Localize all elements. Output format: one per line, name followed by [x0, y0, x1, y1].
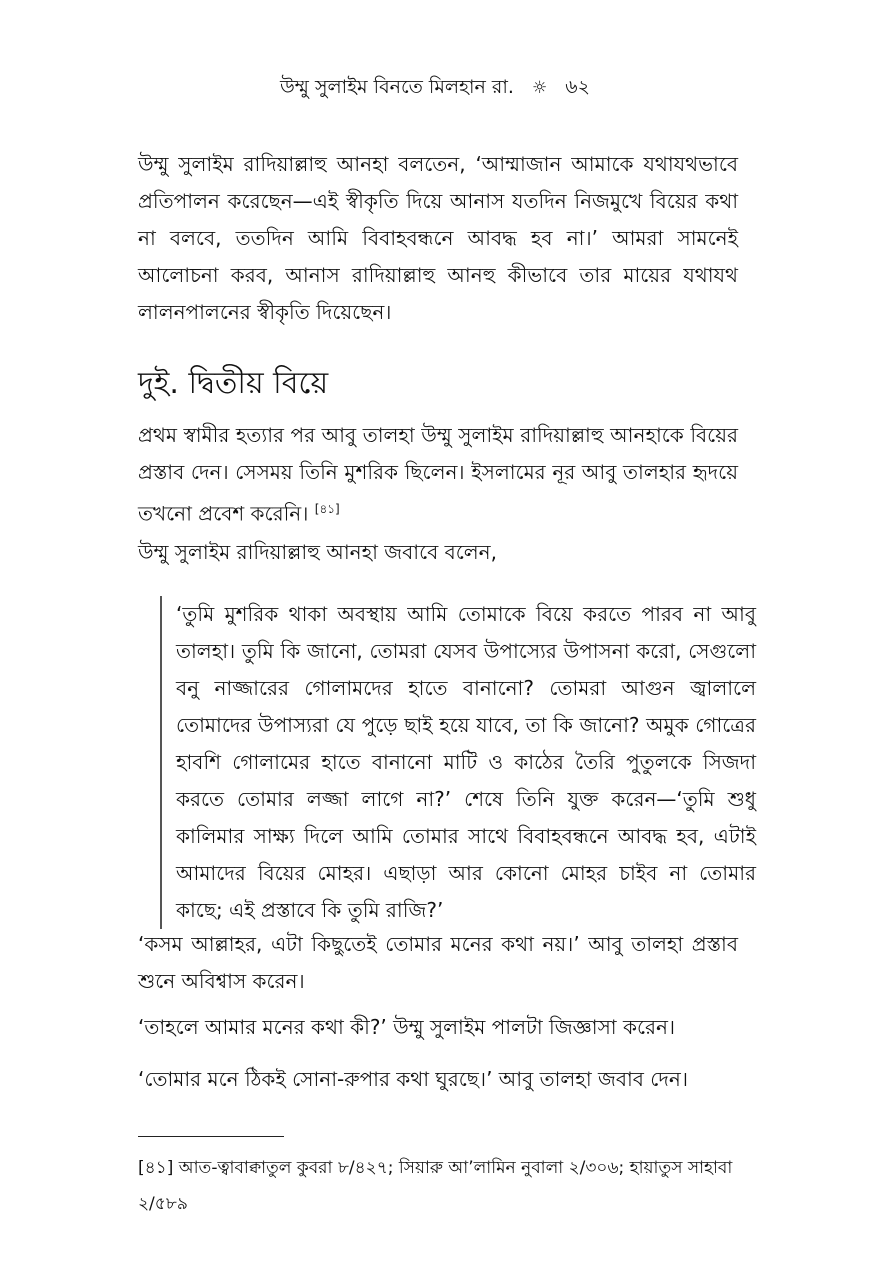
- paragraph-2-text: প্রথম স্বামীর হত্যার পর আবু তালহা উম্মু সুলাইম রাদিয়াল্লাহু আনহাকে বিয়ের প্রস্তাব দেন। সেসময় তিনি মুশরিক ছিলেন। ইসলামের নূর আবু তালহার হৃদয়ে তখনো প্রবেশ করেনি।: [138, 423, 738, 526]
- footnote: [৪১] আত-ত্বাবাক্বাতুল কুবরা ৮/৪২৭; সিয়ারু আ’লামিন নুবালা ২/৩০৬; হায়াতুস সাহাবা ২/৫৮৯: [138, 1158, 733, 1214]
- footnote-divider: [138, 1136, 284, 1137]
- paragraph-1: উম্মু সুলাইম রাদিয়াল্লাহু আনহা বলতেন, ‘আম্মাজান আমাকে যথাযথভাবে প্রতিপালন করেছেন—এই স্বীকৃতি দিয়ে আনাস যতদিন নিজমুখে বিয়ের কথা না বলবে, ততদিন আমি বিবাহবন্ধনে আবদ্ধ হব না।’ আমরা সামনেই আলোচনা করব, আনাস রাদিয়াল্লাহু আনহু কীভাবে তার মায়ের যথাযথ লালনপালনের স্বীকৃতি দিয়েছেন।: [138, 152, 738, 324]
- running-header: [0, 72, 870, 103]
- paragraph-6: ‘তোমার মনে ঠিকই সোনা-রুপার কথা ঘুরছে।’ আবু তালহা জবাব দেন।: [138, 1067, 688, 1091]
- section-heading: দুই. দ্বিতীয় বিয়ে: [138, 366, 329, 401]
- book-section-title: উম্মু সুলাইম বিনতে মিলহান রা.: [280, 76, 514, 98]
- paragraph-4: ‘কসম আল্লাহর, এটা কিছুতেই তোমার মনের কথা নয়।’ আবু তালহা প্রস্তাব শুনে অবিশ্বাস করেন।: [138, 932, 738, 993]
- block-quote: [160, 596, 756, 929]
- footnote-reference[interactable]: [৪১]: [314, 502, 340, 516]
- ornament-icon: ☼: [531, 78, 548, 98]
- block-quote-text: ‘তুমি মুশরিক থাকা অবস্থায় আমি তোমাকে বিয়ে করতে পারব না আবু তালহা। তুমি কি জানো, তোমরা যেসব উপাস্যের উপাসনা করো, সেগুলো বনু নাজ্জারের গোলামদের হাতে বানানো? তোমরা আগুন জ্বালালে তোমাদের উপাস্যরা যে পুড়ে ছাই হয়ে যাবে, তা কি জানো? অমুক গোত্রের হাবশি গোলামের হাতে বানানো মাটি ও কাঠের তৈরি পুতুলকে সিজদা করতে তোমার লজ্জা লাগে না?’ শেষে তিনি যুক্ত করেন—‘তুমি শুধু কালিমার সাক্ষ্য দিলে আমি তোমার সাথে বিবাহবন্ধনে আবদ্ধ হব, এটাই আমাদের বিয়ের মোহর। এছাড়া আর কোনো মোহর চাইব না তোমার কাছে; এই প্রস্তাবে কি তুমি রাজি?’: [176, 602, 756, 922]
- paragraph-3: উম্মু সুলাইম রাদিয়াল্লাহু আনহা জবাবে বলেন,: [138, 540, 497, 564]
- paragraph-2: [138, 417, 738, 533]
- paragraph-5: ‘তাহলে আমার মনের কথা কী?’ উম্মু সুলাইম পালটা জিজ্ঞাসা করেন।: [138, 1015, 676, 1039]
- page-number: ৬২: [565, 76, 590, 98]
